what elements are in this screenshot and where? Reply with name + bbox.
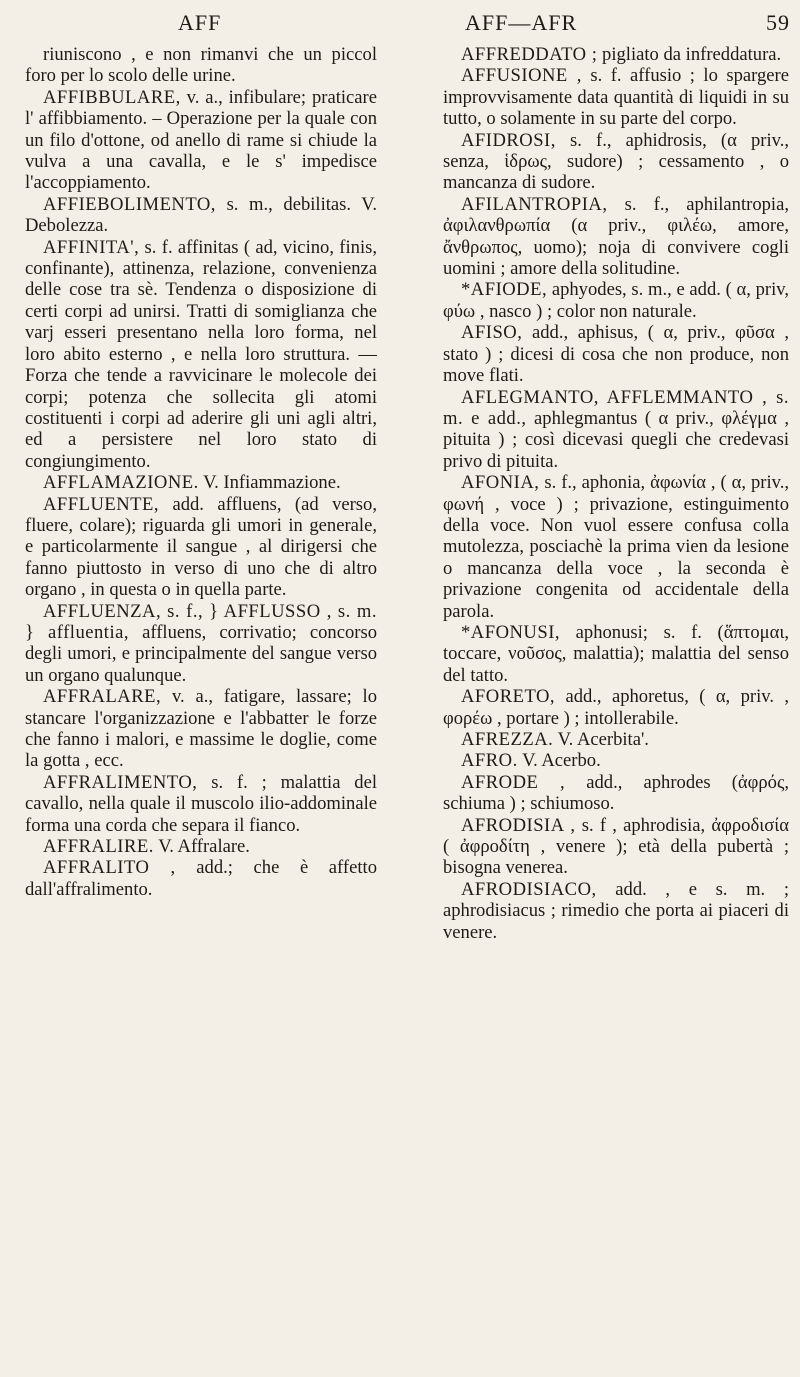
entry-headword: AFFIEBOLIMENTO,	[43, 193, 216, 215]
entry-definition: aphonusi; s. f. (ἅπτομαι, toccare, νοῦσος, malattia); malattia del senso del tatto.	[443, 621, 789, 686]
entry-headword: AFIDROSI,	[461, 129, 556, 151]
dictionary-entry	[443, 622, 789, 686]
entry-headword: AFFUSIONE ,	[461, 65, 582, 87]
dictionary-entry	[443, 815, 789, 879]
entry-headword: AFREZZA.	[461, 729, 554, 750]
entry-definition: add.; che è affetto dall'affralimento.	[25, 857, 377, 900]
entry-headword: AFORETO,	[461, 686, 556, 708]
dictionary-entry	[443, 322, 789, 386]
dictionary-entry	[25, 494, 377, 601]
entry-headword: AFFLUENZA, s. f., } AFFLUSSO , s. m. } affluentia,	[25, 600, 377, 643]
dictionary-entry	[25, 772, 377, 836]
dictionary-entry	[25, 44, 377, 87]
entry-definition: aphlegmantus ( α priv., φλέγμα , pituita ) ; così dicevasi quegli che credevasi privo di pituita.	[443, 407, 789, 472]
entry-definition: add., aphrodes (ἀφρός, schiuma ) ; schiumoso.	[443, 771, 789, 815]
dictionary-entry	[443, 194, 789, 280]
entry-definition: V. Acerbo.	[522, 750, 601, 772]
dictionary-entry	[443, 686, 789, 729]
entry-headword: AFFREDDATO ;	[461, 44, 598, 65]
dictionary-entry	[443, 472, 789, 622]
entry-definition: s. f. affinitas ( ad, vicino, finis, confinante), attinenza, relazione, convenienza delle cose tra sè. Tendenza o disposizione di certi corpi ad unirsi. Tratti di somiglianza che varj esseri presentano nella loro forma, nel loro abito esterno , e nella loro struttura. — Forza che tende a ravvicinare le molecole dei corpi; potenza che sollecita gli atomi costituenti i corpi ad aderire gli uni agli altri, ed a persistere nel loro stato di congiungimento.	[25, 236, 377, 472]
entry-headword: AFFRALARE,	[43, 686, 162, 708]
entry-definition: V. Acerbita'.	[557, 729, 649, 750]
page-number: 59	[766, 10, 790, 35]
entry-headword: AFISO,	[461, 322, 523, 344]
entry-headword: AFILANTROPIA,	[461, 193, 608, 215]
entry-headword: AFONIA,	[461, 472, 540, 494]
entry-headword: AFFLUENTE,	[43, 493, 160, 515]
dictionary-entry	[443, 750, 789, 771]
entry-definition: s. f. ; malattia del cavallo, nella quale il muscolo ilio-addominale forma una corda che separa il fianco.	[25, 771, 377, 836]
entry-definition: s. f., aphidrosis, (α priv., senza, ἱδρως, sudore) ; cessamento , o mancanza di sudore.	[443, 129, 789, 194]
dictionary-entry	[25, 87, 377, 194]
entry-headword: AFLEGMANTO, AFFLEMMANTO , s. m. e add.,	[443, 386, 789, 429]
dictionary-entry	[25, 686, 377, 772]
dictionary-entry	[443, 879, 789, 943]
running-head-right-text: AFF—AFR	[465, 10, 578, 35]
dictionary-entry	[25, 836, 377, 857]
dictionary-entry	[25, 194, 377, 237]
dictionary-entry	[443, 729, 789, 750]
entry-headword: AFFINITA',	[43, 236, 140, 258]
entry-definition: riuniscono , e non rimanvi che un piccol foro per lo scolo delle urine.	[25, 44, 377, 87]
dictionary-entry	[443, 44, 789, 65]
entry-definition: V. Infiammazione.	[203, 472, 341, 494]
entry-definition: add., aphoretus, ( α, priv. , φορέω , portare ) ; intollerabile.	[443, 686, 789, 729]
entry-headword: AFRO.	[461, 750, 518, 772]
dictionary-entry	[25, 237, 377, 472]
left-column	[25, 44, 377, 900]
entry-headword: AFFRALIMENTO,	[43, 771, 198, 793]
entry-definition: s. f , aphrodisia, ἀφροδισία ( ἀφροδίτη , venere ); età della pubertà ; bisogna venerea.	[443, 814, 789, 879]
entry-definition: V. Affralare.	[158, 836, 250, 858]
entry-definition: v. a., fatigare, lassare; lo stancare l'organizzazione e l'abbatter le forze che fanno i malori, e massime le doglie, come la gotta , ecc.	[25, 686, 377, 772]
entry-headword: *AFIODE,	[461, 279, 548, 301]
entry-headword: AFRODE ,	[461, 771, 566, 793]
entry-definition: v. a., infibulare; praticare l' affibbiamento. – Operazione per la quale con un filo d'ottone, od anello di rame si chiude la vulva a una cavalla, e le s' impedisce l'accoppiamento.	[25, 86, 377, 194]
entry-definition: affluens, corrivatio; concorso degli umori, e principalmente del sangue verso un organo qualunque.	[25, 621, 377, 686]
entry-definition: add. affluens, (ad verso, fluere, colare); riguarda gli umori in generale, e particolarmente il sangue , al dirigersi che fanno piuttosto in verso di uno che di altro organo , in questa o in quella parte.	[25, 493, 377, 601]
entry-headword: *AFONUSI,	[461, 621, 561, 643]
dictionary-entry	[443, 772, 789, 815]
dictionary-entry	[443, 130, 789, 194]
entry-definition: s. m., debilitas. V. Debolezza.	[25, 193, 377, 237]
right-column	[443, 44, 789, 943]
entry-definition: add., aphisus, ( α, priv., φῦσα , stato ) ; dicesi di cosa che non produce, non move flati.	[443, 322, 790, 387]
dictionary-entry	[443, 65, 789, 129]
running-head-right	[465, 10, 790, 42]
dictionary-entry	[443, 387, 789, 473]
entry-headword: AFFIBBULARE,	[43, 86, 181, 108]
entry-headword: AFRODISIA ,	[461, 814, 576, 836]
dictionary-entry	[25, 857, 377, 900]
dictionary-entry	[443, 279, 789, 322]
dictionary-entry	[25, 601, 377, 687]
entry-definition: s. f., aphonia, ἀφωνία , ( α, priv., φωνή , voce ) ; privazione, estinguimento della voce. Non vuol essere confusa colla mutolezza, posciachè la prima vien da lesione o mancanza della voce , la seconda è privazione congenita od accidentale della parola.	[443, 472, 789, 622]
entry-definition: s. f., aphilantropia, ἀφιλανθρωπία (α priv., φιλέω, amore, ἄνθρωπος, uomo); noja di convivere cogli uomini ; amore della solitudine.	[443, 193, 790, 280]
dictionary-entry	[25, 472, 377, 493]
entry-headword: AFFRALITO ,	[43, 857, 176, 879]
entry-definition: aphyodes, s. m., e add. ( α, priv, φύω , nasco ) ; color non naturale.	[443, 279, 789, 322]
entry-headword: AFFLAMAZIONE.	[43, 472, 199, 494]
entry-headword: AFFRALIRE.	[43, 836, 154, 858]
entry-definition: add. , e s. m. ; aphrodisiacus ; rimedio che porta ai piaceri di venere.	[443, 878, 789, 943]
entry-headword: AFRODISIACO,	[461, 878, 597, 900]
entry-definition: pigliato da infreddatura.	[602, 44, 782, 65]
entry-definition: s. f. affusio ; lo spargere improvvisamente data quantità di liquidi in su tutto, o solamente in su parte del corpo.	[443, 65, 789, 130]
running-head-left: AFF	[178, 10, 222, 35]
